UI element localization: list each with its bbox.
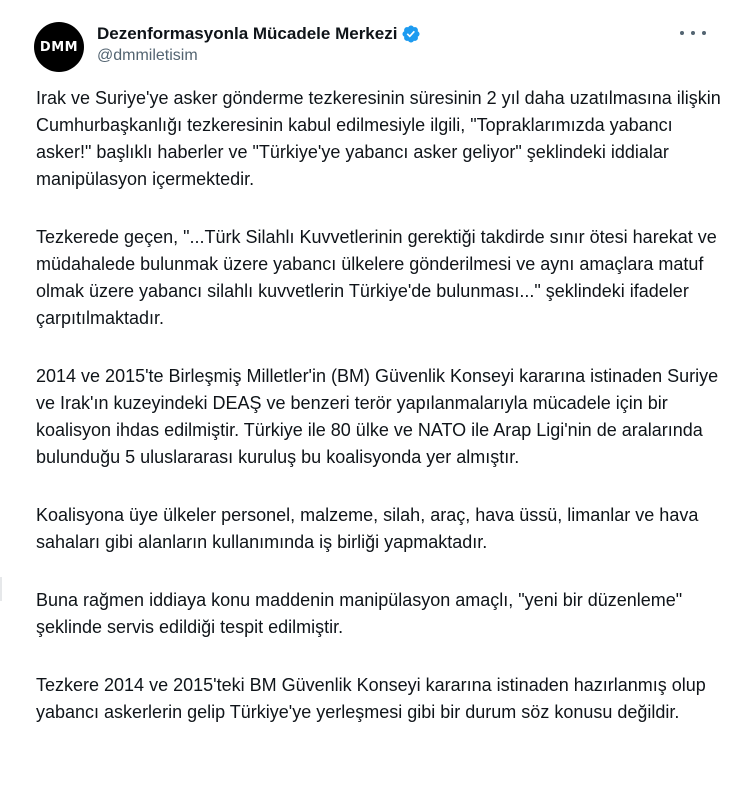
tweet-paragraph: Irak ve Suriye'ye asker gönderme tezkeresinin süresinin 2 yıl daha uzatılmasına ilişkin Cumhurbaşkanlığı tezkeresinin kabul edilmesiyle ilgili, "Topraklarımızda yabancı asker!" başlıklı haberler ve "Türkiye'ye yabancı asker geliyor" şeklindeki iddialar manipülasyon içermektedir. — [36, 88, 721, 189]
tweet-paragraph: Tezkerede geçen, "...Türk Silahlı Kuvvetlerinin gerektiği takdirde sınır ötesi harekat ve müdahalede bulunmak üzere yabancı ülkelere gönderilmesi ve aynı amaçlara matuf olmak üzere yabancı silahlı kuvvetlerin Türkiye'de bulunması..." şeklindeki ifadeler çarpıtılmaktadır. — [36, 227, 717, 328]
avatar[interactable] — [34, 22, 84, 72]
more-options-dot — [680, 31, 684, 35]
verified-badge-icon[interactable] — [401, 24, 421, 44]
author-display-name[interactable]: Dezenformasyonla Mücadele Merkezi — [97, 24, 398, 43]
tweet-paragraph: Tezkere 2014 ve 2015'teki BM Güvenlik Konseyi kararına istinaden hazırlanmış olup yabancı askerlerin gelip Türkiye'ye yerleşmesi gibi bir durum söz konusu değildir. — [36, 675, 706, 722]
author-name-row — [97, 22, 421, 46]
more-options-dot — [702, 31, 706, 35]
more-options-icon[interactable] — [680, 22, 706, 44]
tweet-paragraph: 2014 ve 2015'te Birleşmiş Milletler'in (BM) Güvenlik Konseyi kararına istinaden Suriye ve Irak'ın kuzeyindeki DEAŞ ve benzeri terör yapılanmalarıyla mücadele için bir koalisyon ihdas edilmiştir. Türkiye ile 80 ülke ve NATO ile Arap Ligi'nin de aralarında bulunduğu 5 uluslararası kuruluş bu koalisyonda yer almıştır. — [36, 366, 719, 467]
tweet-paragraph: Koalisyona üye ülkeler personel, malzeme, silah, araç, hava üssü, limanlar ve hava sahaları gibi alanların kullanımında iş birliği yapmaktadır. — [36, 505, 699, 552]
author-handle[interactable]: @dmmiletisim — [97, 47, 198, 64]
tweet-paragraph: Buna rağmen iddiaya konu maddenin manipülasyon amaçlı, "yeni bir düzenleme" şeklinde servis edildiği tespit edilmiştir. — [36, 590, 683, 637]
edge-divider — [0, 577, 2, 601]
more-options-dot — [691, 31, 695, 35]
avatar-logo-text: DMM — [39, 39, 79, 55]
tweet-text — [36, 85, 726, 726]
